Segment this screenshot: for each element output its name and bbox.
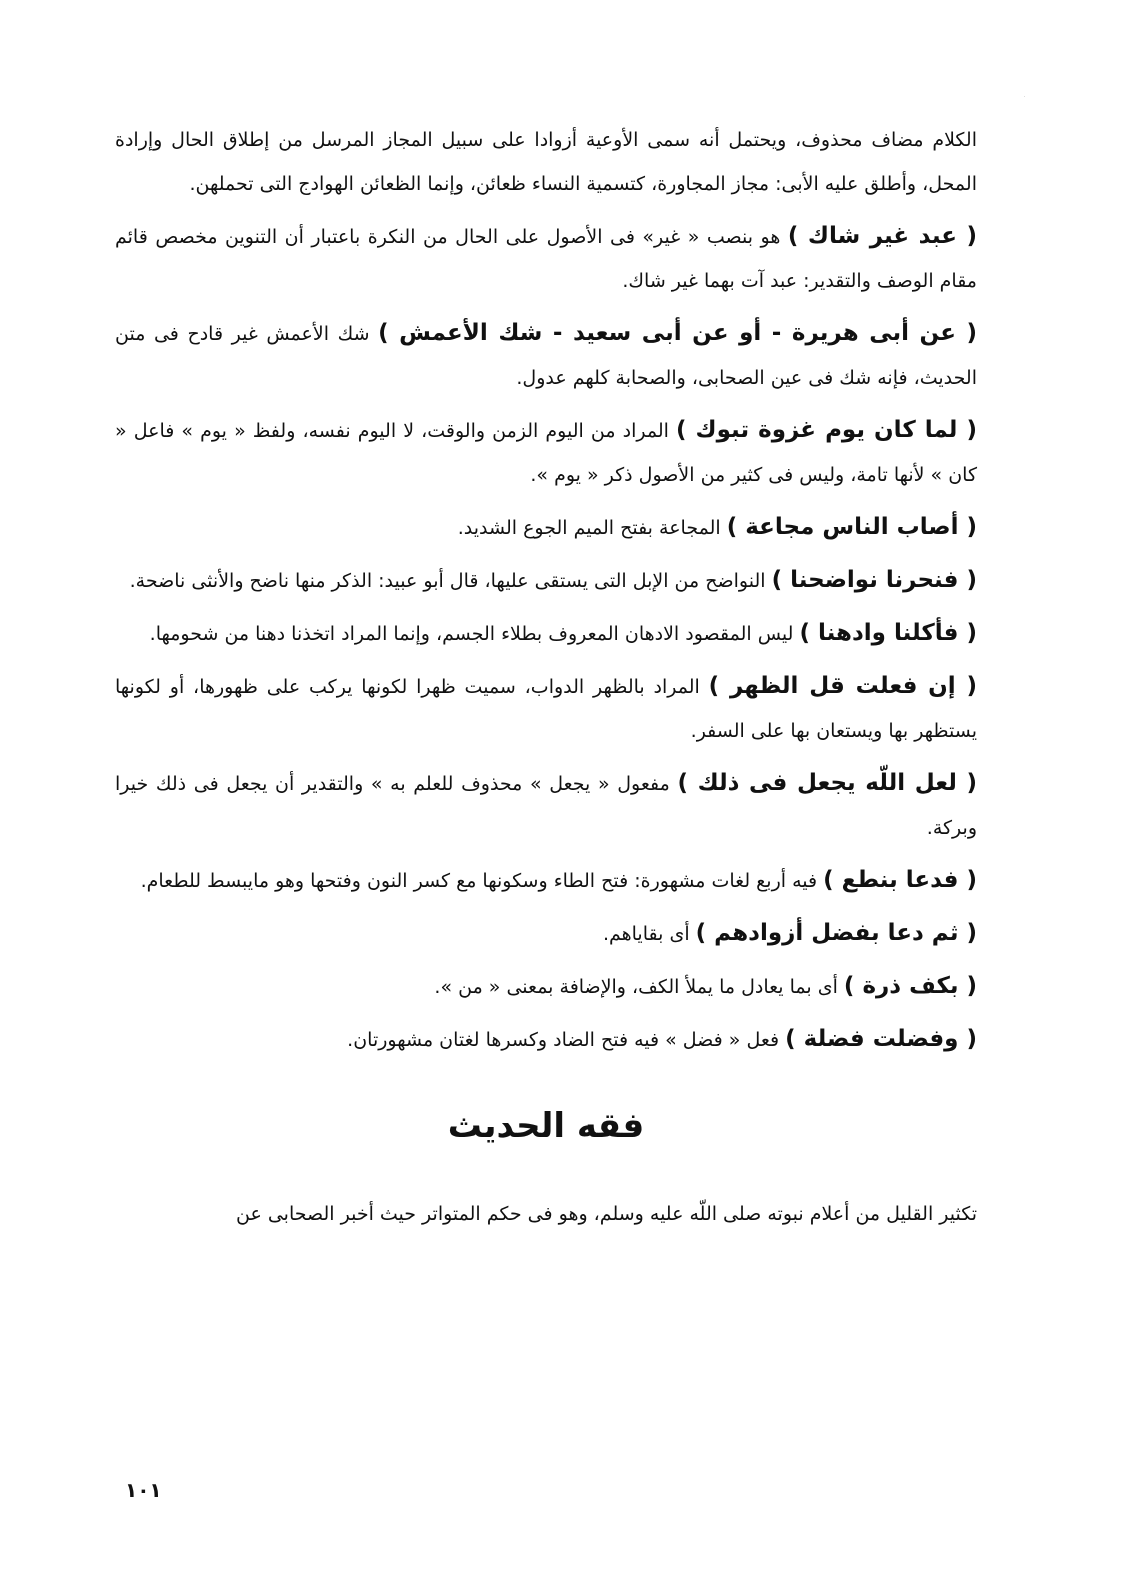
gloss-text: أى بما يعادل ما يملأ الكف، والإضافة بمعنى « من ». <box>434 976 844 998</box>
gloss-dhahr <box>115 664 977 753</box>
paragraph-continuation <box>115 118 977 206</box>
gloss-term: ( بكف ذرة ) <box>843 973 977 999</box>
gloss-majaa <box>115 505 977 550</box>
gloss-term: ( فنحرنا نواضحنا ) <box>771 567 977 593</box>
gloss-term: ( وفضلت فضلة ) <box>785 1026 977 1052</box>
closing-paragraph <box>115 1192 977 1236</box>
gloss-text: هو بنصب « غير» فى الأصول على الحال من النكرة باعتبار أن التنوين مخصص قائم مقام الوصف والتقدير: عبد آت بهما غير شاك. <box>115 226 977 292</box>
gloss-nat <box>115 858 977 903</box>
gloss-text: أى بقاياهم. <box>602 923 696 945</box>
gloss-text: المجاعة بفتح الميم الجوع الشديد. <box>457 517 727 539</box>
gloss-text: المراد بالظهر الدواب، سميت ظهرا لكونها يركب على ظهورها، أو لكونها يستظهر بها ويستعان بها على السفر. <box>115 676 977 742</box>
gloss-nawadih <box>115 558 977 603</box>
gloss-text: فعل « فضل » فيه فتح الضاد وكسرها لغتان مشهورتان. <box>347 1029 786 1051</box>
gloss-term: ( ثم دعا بفضل أزوادهم ) <box>695 920 977 946</box>
gloss-abd-ghayr-shak <box>115 214 977 303</box>
gloss-text: فيه أربع لغات مشهورة: فتح الطاء وسكونها مع كسر النون وفتحها وهو مايبسط للطعام. <box>140 870 824 892</box>
gloss-tabuk <box>115 408 977 497</box>
gloss-term: ( عبد غير شاك ) <box>787 223 978 249</box>
gloss-dhura <box>115 964 977 1009</box>
page-body <box>115 118 977 1244</box>
gloss-text: شك الأعمش غير قادح فى متن الحديث، فإنه شك فى عين الصحابى، والصحابة كلهم عدول. <box>115 323 977 389</box>
gloss-term: ( إن فعلت قل الظهر ) <box>708 673 978 699</box>
gloss-text: النواضح من الإبل التى يستقى عليها، قال أبو عبيد: الذكر منها ناضح والأنثى ناضحة. <box>129 570 772 592</box>
gloss-term: ( لما كان يوم غزوة تبوك ) <box>675 417 978 443</box>
gloss-text: مفعول « يجعل » محذوف للعلم به » والتقدير أن يجعل فى ذلك خيرا وبركة. <box>115 773 977 839</box>
gloss-term: ( لعل اللّه يجعل فى ذلك ) <box>677 770 977 796</box>
section-heading: فقه الحديث <box>447 1106 645 1146</box>
gloss-term: ( فأكلنا وادهنا ) <box>799 620 977 646</box>
gloss-text: ليس المقصود الادهان المعروف بطلاء الجسم، وإنما المراد اتخذنا دهنا من شحومها. <box>149 623 800 645</box>
gloss-term: ( أصاب الناس مجاعة ) <box>726 514 977 540</box>
paragraph-text: تكثير القليل من أعلام نبوته صلى اللّه عليه وسلم، وهو فى حكم المتواتر حيث أخبر الصحابى عن <box>236 1203 977 1225</box>
scan-artifact <box>1024 96 1025 97</box>
gloss-text: المراد من اليوم الزمن والوقت، لا اليوم نفسه، ولفظ « يوم » فاعل « كان » لأنها تامة، وليس فى كثير من الأصول ذكر « يوم ». <box>115 420 977 486</box>
gloss-azwad <box>115 911 977 956</box>
gloss-yajal <box>115 761 977 850</box>
gloss-fadla <box>115 1017 977 1062</box>
page-number: ١٠١ <box>125 1478 162 1502</box>
paragraph-text: الكلام مضاف محذوف، ويحتمل أنه سمى الأوعية أزوادا على سبيل المجاز المرسل من إطلاق الحال وإرادة المحل، وأطلق عليه الأبى: مجاز المجاورة، كتسمية النساء ظعائن، وإنما الظعائن الهوادج التى تحملهن. <box>115 129 977 195</box>
gloss-term: ( عن أبى هريرة - أو عن أبى سعيد - شك الأعمش ) <box>378 320 977 346</box>
gloss-term: ( فدعا بنطع ) <box>823 867 977 893</box>
gloss-iddahanna <box>115 611 977 656</box>
gloss-abi-hurayra <box>115 311 977 400</box>
